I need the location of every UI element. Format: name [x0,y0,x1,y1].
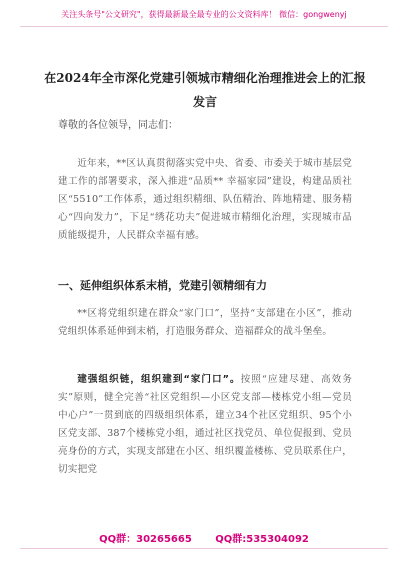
footer-qq-group-2: QQ群:535304092 [215,534,309,545]
paragraph-3 [58,371,352,479]
footer-contacts [0,530,408,545]
greeting: 尊敬的各位领导，同志们： [58,120,178,131]
footer-qq-group-1: QQ群：30265665 [99,534,192,545]
footer-divider [20,548,388,549]
paragraph-3-body: 按照“应建尽建、高效务实”原则，健全完善“社区党组织—小区党支部—楼栋党小组—党员中心户”一贯到底的四级组织体系，建立34个社区党组织、95个小区党支部、387个楼栋党小组，通过社区找党员、单位促报到、党员亮身份的方式，实现支部建在小区、组织覆盖楼栋、党员联系住户，切实把党 [58,374,353,475]
section-heading-1: 一、延伸组织体系末梢，党建引领精细有力 [58,279,267,292]
paragraph-1: 近年来，**区认真贯彻落实党中央、省委、市委关于城市基层党建工作的部署要求，深入推进“品质** 幸福家园”建设，构建品质社区“5510”工作体系，通过组织精细、队伍精治、阵地精建、服务精心“四向发力”，下足“绣花功夫”促进城市精细化治理，实现城市品质能级提升，人民群众幸福有感。 [58,158,352,241]
header-banner: 关注头条号"公文研究"，获得最新最全最专业的公文资料库！ 微信：gongwenyj [20,4,388,27]
paragraph-2: **区将党组织建在群众“家门口”，坚持“支部建在小区”，推动党组织体系延伸到末梢，打造服务群众、造福群众的战斗堡垒。 [58,308,352,337]
paragraph-3-lead: 建强组织链，组织建到“家门口”。 [77,374,241,385]
document-title: 在2024年全市深化党建引领城市精细化治理推进会上的汇报发言 [44,71,366,109]
